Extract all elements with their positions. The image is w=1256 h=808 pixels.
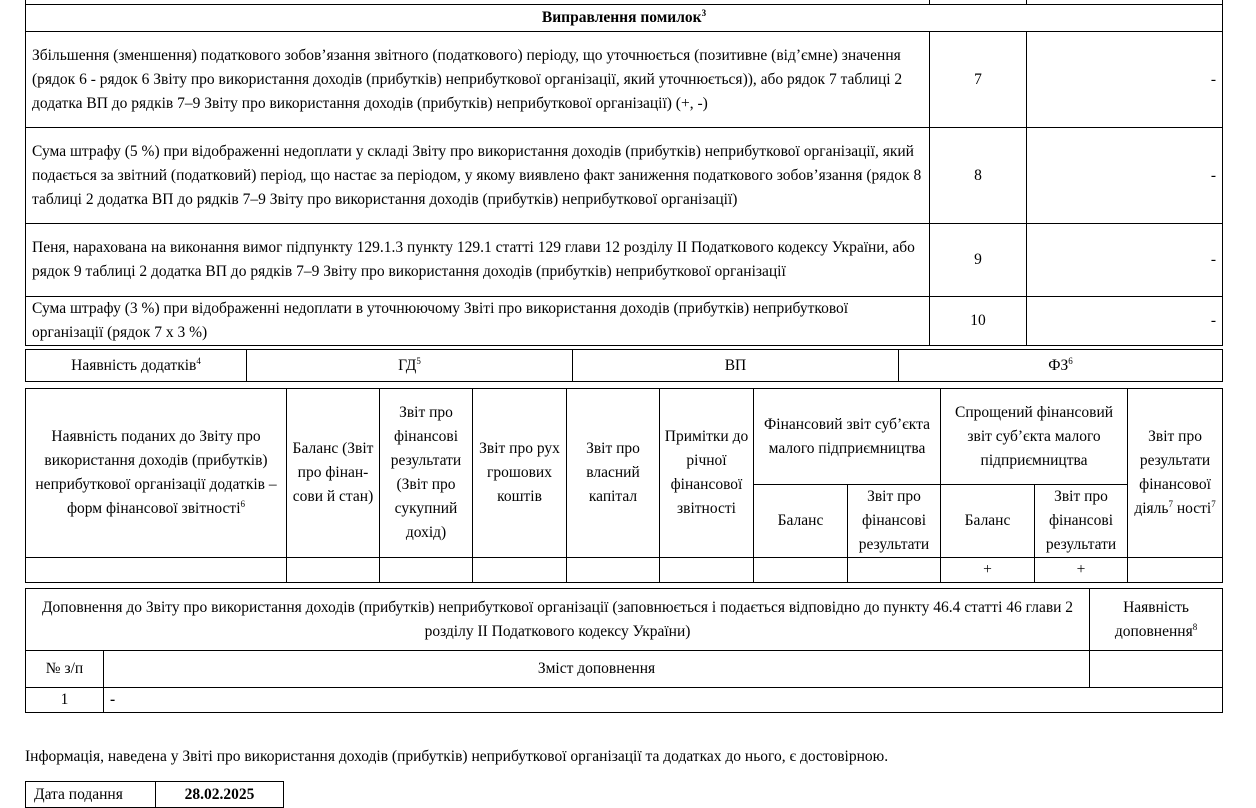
submission-date-label: Дата подання bbox=[26, 782, 156, 808]
correction-value: - bbox=[1027, 32, 1223, 128]
corrections-table bbox=[25, 0, 1223, 346]
mark-cell bbox=[380, 558, 473, 583]
supplement-columns-row bbox=[26, 651, 1223, 688]
correction-text: Збільшення (зменшення) податкового зобов’язання звітного (податкового) періоду, що уточнюється (позитивне (від’ємне) значення (рядок 6 - рядок 6 Звіту про використання доходів (прибутків) неприбуткової організації, який уточнюється)), або рядок 7 таблиці 2 додатка ВП до рядків 7–9 Звіту про використання доходів (прибутків) неприбуткової організації) (+, -) bbox=[26, 32, 930, 128]
mark-cell bbox=[287, 558, 380, 583]
supplement-title: Доповнення до Звіту про використання доходів (прибутків) неприбуткової організації (заповнюється і подається відповідно до пункту 46.4 статті 46 глави 2 розділу ІІ Податкового кодексу України) bbox=[26, 589, 1090, 651]
small-results: Звіт про фінансові результати bbox=[848, 485, 941, 558]
corrections-title: Виправлення помилок$^3$ bbox=[26, 5, 1223, 32]
correction-value: - bbox=[1027, 128, 1223, 224]
col-equity: Звіт про власний капітал bbox=[567, 389, 660, 558]
col-cash-flow: Звіт про рух грошових коштів bbox=[473, 389, 567, 558]
simplified-results: Звіт про фінансові результати bbox=[1035, 485, 1128, 558]
small-business-report: Фінансовий звіт суб’єкта малого підприємництва bbox=[754, 389, 941, 485]
correction-code: 8 bbox=[930, 128, 1027, 224]
supplement-table bbox=[25, 588, 1223, 713]
supplement-content-header: Зміст доповнення bbox=[104, 651, 1090, 688]
correction-text: Сума штрафу (3 %) при відображенні недоплати в уточнюючому Звіті про використання доходів (прибутків) неприбуткової організації (рядок 7 х 3 %) bbox=[26, 297, 930, 346]
col-activity: Звіт про результати фінансової діяль$^7$ ності$^7$ bbox=[1128, 389, 1223, 558]
attachments-row bbox=[26, 350, 1223, 382]
forms-table bbox=[25, 388, 1223, 583]
mark-cell bbox=[1128, 558, 1223, 583]
forms-header-row bbox=[26, 389, 1223, 485]
correction-value: - bbox=[1027, 297, 1223, 346]
mark-cell bbox=[567, 558, 660, 583]
supplement-no-header: № з/п bbox=[26, 651, 104, 688]
mark-cell: + bbox=[1035, 558, 1128, 583]
col-results: Звіт про фінансові результати (Звіт про сукупний дохід) bbox=[380, 389, 473, 558]
correction-row bbox=[26, 32, 1223, 128]
supplement-header-row bbox=[26, 589, 1223, 651]
supplement-row-content: - bbox=[104, 688, 1223, 713]
attachment-gd: $ГД^5$ bbox=[247, 350, 573, 382]
correction-row bbox=[26, 128, 1223, 224]
mark-cell bbox=[754, 558, 848, 583]
supplement-row bbox=[26, 688, 1223, 713]
attachment-vp: ВП bbox=[573, 350, 899, 382]
correction-code: 9 bbox=[930, 224, 1027, 297]
supplement-presence: Наявність доповнення$^8$ bbox=[1090, 589, 1223, 651]
submission-date-table bbox=[25, 781, 284, 808]
mark-cell: + bbox=[941, 558, 1035, 583]
attachments-table bbox=[25, 349, 1223, 382]
correction-row bbox=[26, 224, 1223, 297]
forms-head: Наявність поданих до Звіту про використання доходів (прибутків) неприбуткової організації додатків – форм фінансової звітності$^6$ bbox=[26, 389, 287, 558]
mark-cell bbox=[848, 558, 941, 583]
attachment-fz: $ФЗ^6$ bbox=[899, 350, 1223, 382]
corrections-title-row bbox=[26, 5, 1223, 32]
correction-text: Пеня, нарахована на виконання вимог підпункту 129.1.3 пункту 129.1 статті 129 глави 12 розділу ІІ Податкового кодексу України, або рядок 9 таблиці 2 додатка ВП до рядків 7–9 Звіту про використання доходів (прибутків) неприбуткової організації bbox=[26, 224, 930, 297]
correction-code: 7 bbox=[930, 32, 1027, 128]
correction-value: - bbox=[1027, 224, 1223, 297]
correction-code: 10 bbox=[930, 297, 1027, 346]
forms-marks-row bbox=[26, 558, 1223, 583]
submission-date-row bbox=[26, 782, 284, 808]
supplement-row-no: 1 bbox=[26, 688, 104, 713]
col-balance: Баланс (Звіт про фінан-сови й стан) bbox=[287, 389, 380, 558]
correction-text: Сума штрафу (5 %) при відображенні недоплати у складі Звіту про використання доходів (прибутків) неприбуткової організації, який подається за звітний (податковий) період, що настає за періодом, у якому виявлено факт заниження податкового зобов’язання (рядок 8 таблиці 2 додатка ВП до рядків 7–9 Звіту про використання доходів (прибутків) неприбуткової організації) bbox=[26, 128, 930, 224]
verification-statement: Інформація, наведена у Звіті про використання доходів (прибутків) неприбуткової організації та додатках до нього, є достовірною. bbox=[25, 748, 889, 765]
col-notes: Примітки до річної фінансової звітності bbox=[660, 389, 754, 558]
submission-date-value: 28.02.2025 bbox=[156, 782, 284, 808]
mark-cell bbox=[660, 558, 754, 583]
simplified-balance: Баланс bbox=[941, 485, 1035, 558]
attachments-label: Наявність додатків$^4$ bbox=[26, 350, 247, 382]
correction-row bbox=[26, 297, 1223, 346]
mark-cell bbox=[473, 558, 567, 583]
small-balance: Баланс bbox=[754, 485, 848, 558]
simplified-report: Спрощений фінансовий звіт суб’єкта малого підприємництва bbox=[941, 389, 1128, 485]
